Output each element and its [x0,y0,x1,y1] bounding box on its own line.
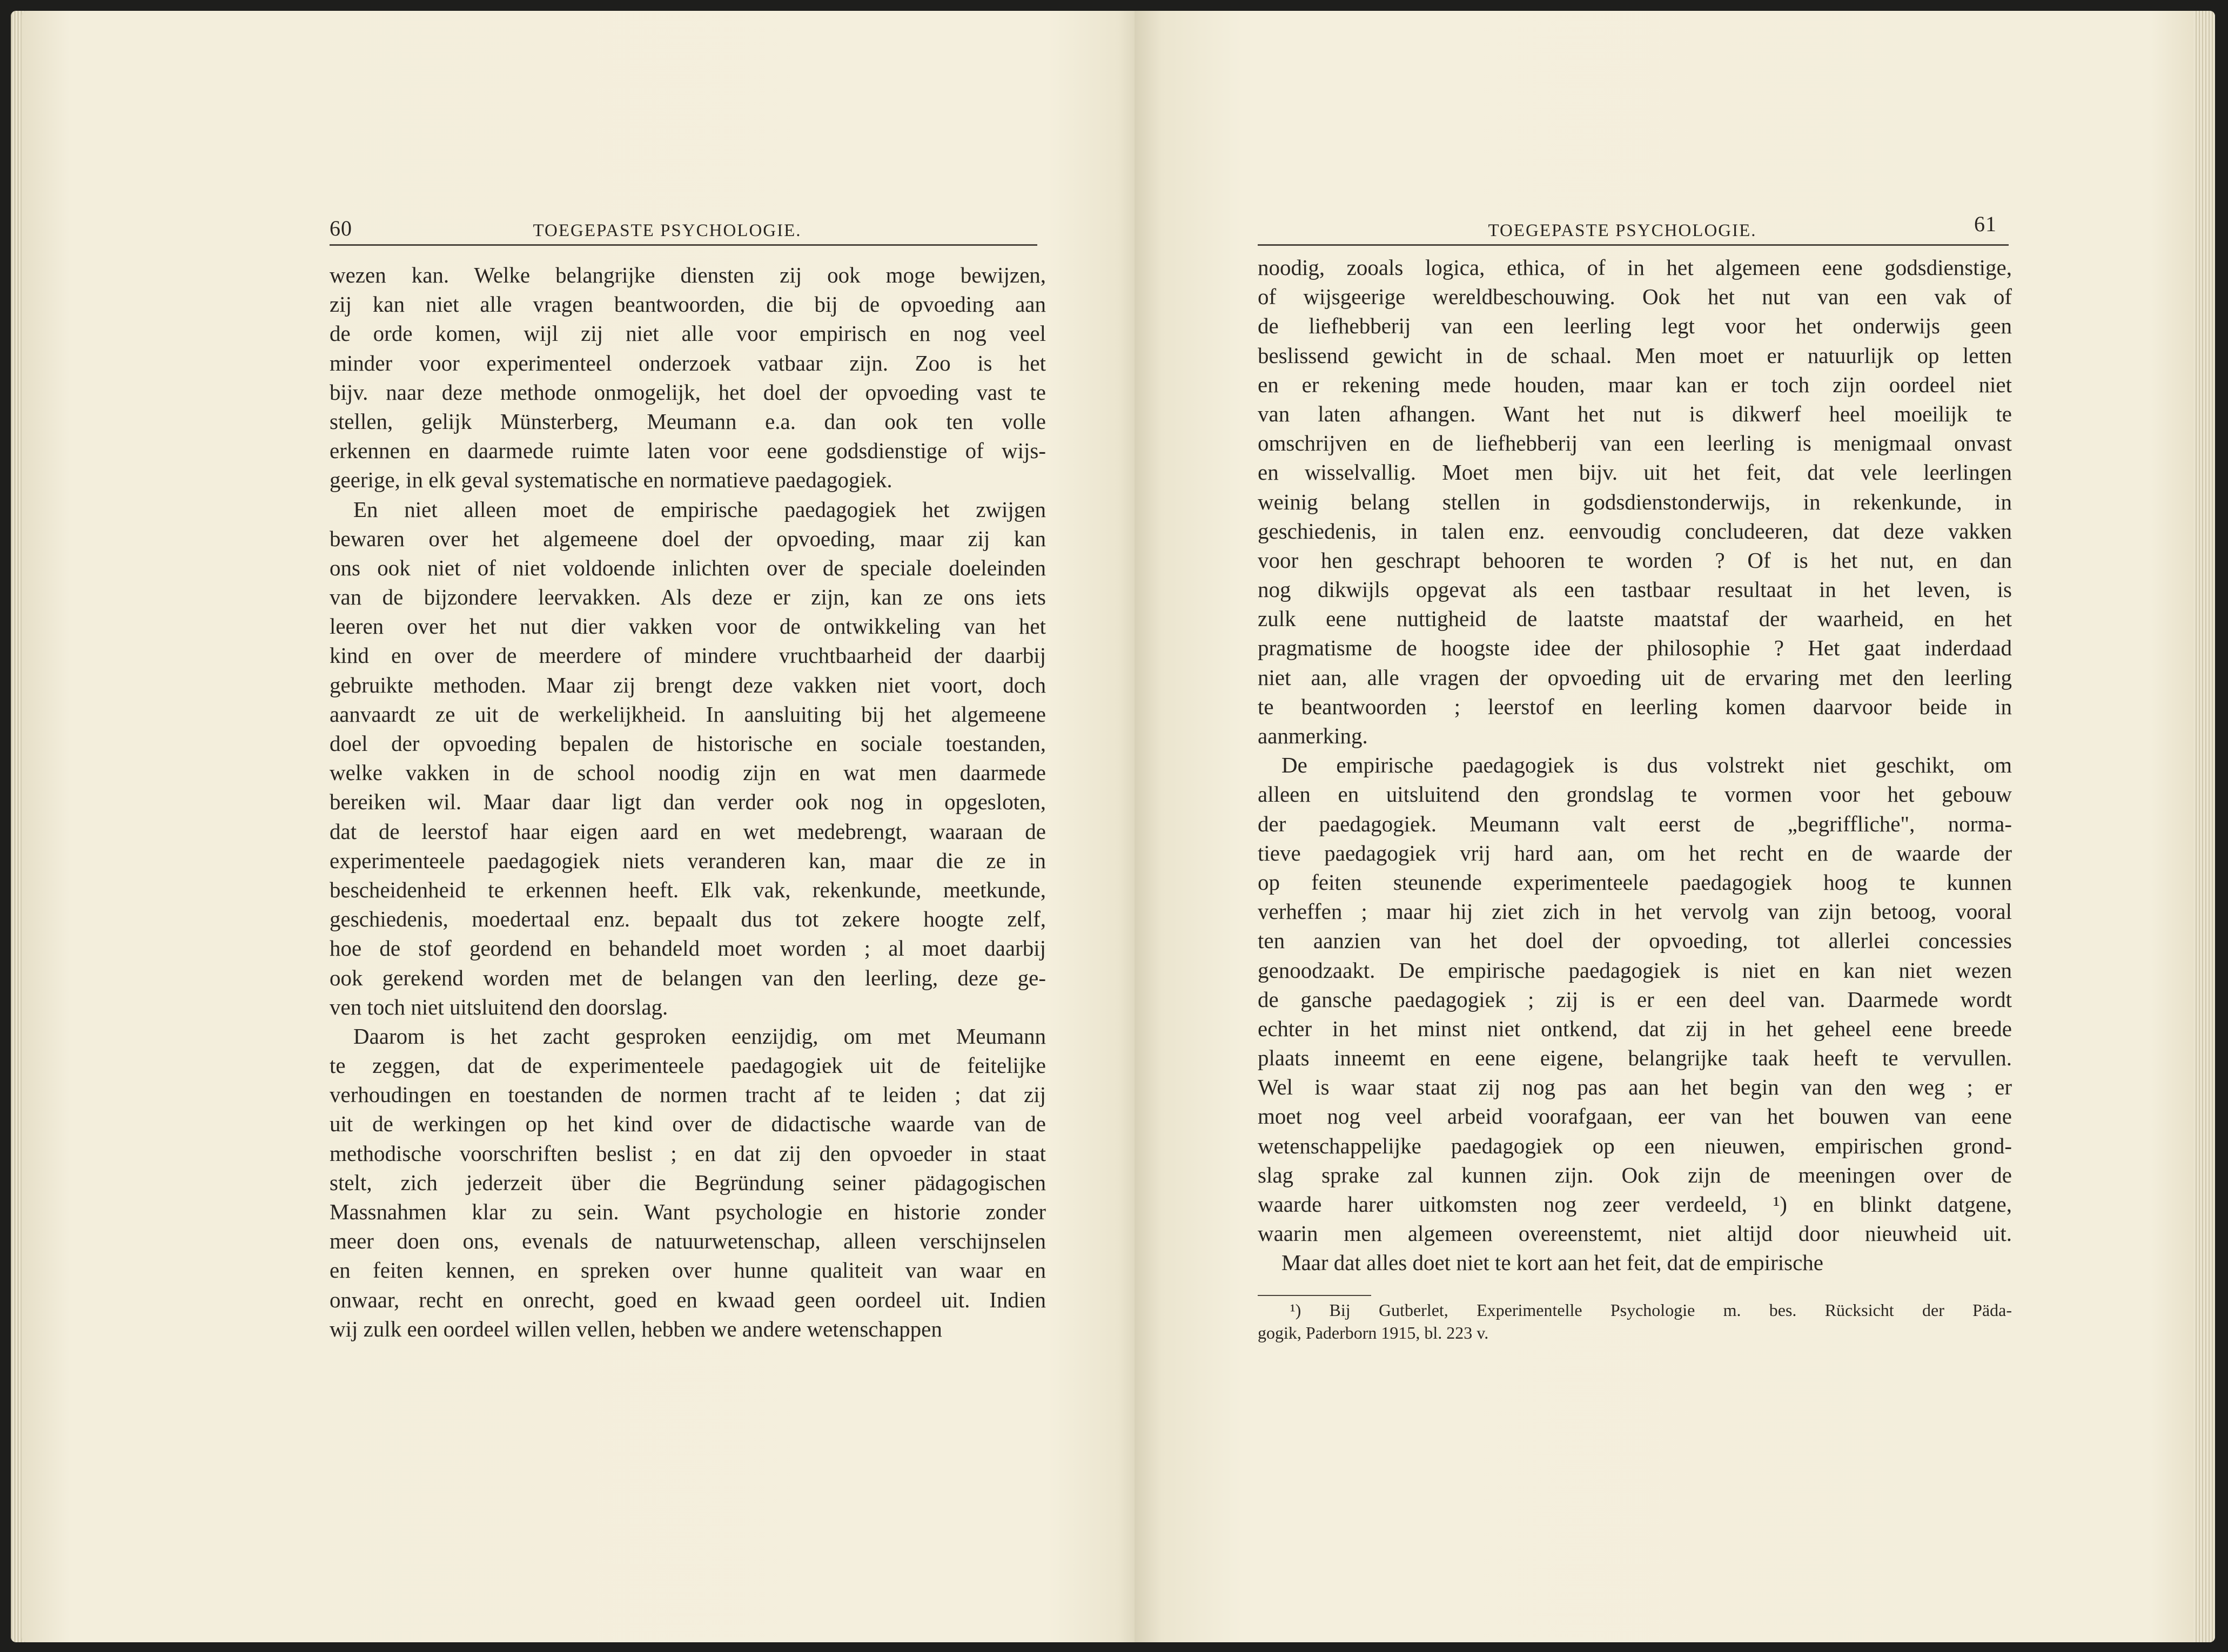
text-line: geschiedenis, moedertaal enz. bepaalt dus tot zekere hoogte zelf, [330,906,1046,932]
right-running-head: TOEGEPASTE PSYCHOLOGIE. [1488,221,1757,240]
text-line: minder voor experimenteel onderzoek vatbaar zijn. Zoo is het [330,350,1046,375]
text-line: te beantwoorden ; leerstof en leerling komen daarvoor beide in [1258,694,2012,719]
footnote-rule [1258,1295,1371,1296]
text-line: leeren over het nut dier vakken voor de ontwikkeling van het [330,614,1046,639]
left-page-number: 60 [330,216,352,240]
text-line: ¹) Bij Gutberlet, Experimentelle Psychologie m. bes. Rücksicht der Päda- [1290,1300,2012,1320]
text-line: zulk eene nuttigheid de laatste maatstaf der waarheid, en het [1258,606,2012,632]
text-line: de gansche paedagogiek ; zij is er een deel van. Daarmede wordt [1258,986,2012,1012]
text-line: nog dikwijls opgevat als een tastbaar resultaat in het leven, is [1258,577,2012,602]
text-line: waarde harer uitkomsten nog zeer verdeeld, ¹) en blinkt datgene, [1258,1192,2012,1217]
text-line: bereiken wil. Maar daar ligt dan verder ook nog in opgesloten, [330,789,1046,815]
text-line: noodig, zooals logica, ethica, of in het algemeen eene godsdienstige, [1258,255,2012,280]
text-line: Maar dat alles doet niet te kort aan het feit, dat de empirische [1281,1250,1823,1275]
text-line: aanmerking. [1258,723,1368,748]
left-running-head: TOEGEPASTE PSYCHOLOGIE. [533,221,802,240]
text-line: plaats inneemt en eene eigene, belangrijke taak heeft te vervullen. [1258,1045,2012,1071]
text-line: waarin men algemeen overeenstemt, niet altijd door nieuwheid uit. [1258,1221,2012,1246]
text-line: of wijsgeerige wereldbeschouwing. Ook het nut van een vak of [1258,284,2012,310]
text-line: kind en over de meerdere of mindere vruchtbaarheid der daarbij [330,643,1046,668]
text-line: verheffen ; maar hij ziet zich in het vervolg van zijn betoog, vooral [1258,899,2012,924]
text-line: geerige, in elk geval systematische en normatieve paedagogiek. [330,467,892,493]
footnote [1258,1299,2012,1344]
text-line: en feiten kennen, en spreken over hunne qualiteit van waar en [330,1258,1046,1283]
text-line: bewaren over het algemeene doel der opvoeding, maar zij kan [330,526,1046,551]
text-line: te zeggen, dat de experimenteele paedagogiek uit de feitelijke [330,1053,1046,1078]
text-line: stelt, zich jederzeit über die Begründung seiner pädagogischen [330,1170,1046,1195]
text-line: Daarom is het zacht gesproken eenzijdig, om met Meumann [353,1023,1046,1049]
text-line: voor hen geschrapt behooren te worden ? Of is het nut, en dan [1258,547,2012,573]
text-line: methodische voorschriften beslist ; en dat zij den opvoeder in staat [330,1140,1046,1166]
text-line: beslissend gewicht in de schaal. Men moet er natuurlijk op letten [1258,343,2012,368]
text-line: der paedagogiek. Meumann valt eerst de „begriffliche", norma- [1258,811,2012,836]
text-line: omschrijven en de liefhebberij van een leerling is menigmaal onvast [1258,431,2012,456]
text-line: ten aanzien van het doel der opvoeding, tot allerlei concessies [1258,928,2012,953]
left-page-header [330,212,1037,246]
text-line: slag sprake zal kunnen zijn. Ook zijn de meeningen over de [1258,1162,2012,1187]
right-page-text [1258,253,2012,1278]
text-line: dat de leerstof haar eigen aard en wet medebrengt, waaraan de [330,818,1046,844]
left-page-text [330,260,1046,1344]
text-line: stellen, gelijk Münsterberg, Meumann e.a. dan ook ten volle [330,408,1046,434]
text-line: wetenschappelijke paedagogiek op een nieuwen, empirischen grond- [1258,1133,2012,1158]
text-line: en er rekening mede houden, maar kan er toch zijn oordeel niet [1258,372,2012,397]
text-line: Massnahmen klar zu sein. Want psychologie en historie zonder [330,1199,1046,1224]
text-line: aanvaardt ze uit de werkelijkheid. In aansluiting bij het algemeene [330,701,1046,727]
text-line: hoe de stof geordend en behandeld moet worden ; al moet daarbij [330,936,1046,961]
text-line: genoodzaakt. De empirische paedagogiek is niet en kan niet wezen [1258,957,2012,983]
text-line: van laten afhangen. Want het nut is dikwerf heel moeilijk te [1258,401,2012,426]
text-line: de liefhebberij van een leerling legt voor het onderwijs geen [1258,313,2012,339]
text-line: gebruikte methoden. Maar zij brengt deze vakken niet voort, doch [330,672,1046,697]
text-line: wij zulk een oordeel willen vellen, hebben we andere wetenschappen [330,1316,942,1341]
text-line: meer doen ons, evenals de natuurwetenschap, alleen verschijnselen [330,1228,1046,1254]
text-line: onwaar, recht en onrecht, goed en kwaad geen oordeel uit. Indien [330,1287,1046,1312]
text-line: bijv. naar deze methode onmogelijk, het doel der opvoeding vast te [330,379,1046,405]
text-line: van de bijzondere leervakken. Als deze er zijn, kan ze ons iets [330,585,1046,610]
text-line: De empirische paedagogiek is dus volstrekt niet geschikt, om [1281,753,2012,778]
text-line: Wel is waar staat zij nog pas aan het begin van den weg ; er [1258,1075,2012,1100]
text-line: doel der opvoeding bepalen de historische en sociale toestanden, [330,731,1046,756]
text-line: experimenteele paedagogiek niets veranderen kan, maar die ze in [330,848,1046,873]
text-line: zij kan niet alle vragen beantwoorden, die bij de opvoeding aan [330,292,1046,317]
page-edges-right [2193,11,2215,1642]
text-line: alleen en uitsluitend den grondslag te vormen voor het gebouw [1258,782,2012,807]
text-line: uit de werkingen op het kind over de didactische waarde van de [330,1111,1046,1137]
text-line: gogik, Paderborn 1915, bl. 223 v. [1258,1323,1489,1342]
text-line: tieve paedagogiek vrij hard aan, om het recht en de waarde der [1258,840,2012,865]
text-line: pragmatisme de hoogste idee der philosophie ? Het gaat inderdaad [1258,635,2012,661]
text-line: niet aan, alle vragen der opvoeding uit de ervaring met den leerling [1258,664,2012,690]
text-line: en wisselvallig. Moet men bijv. uit het feit, dat vele leerlingen [1258,460,2012,485]
book-spread [11,11,2215,1642]
left-page [22,11,1145,1642]
text-line: de orde komen, wijl zij niet alle voor empirisch en nog veel [330,321,1046,346]
text-line: wezen kan. Welke belangrijke diensten zij ook moge bewijzen, [330,263,1046,287]
text-line: ook gerekend worden met de belangen van den leerling, deze ge- [330,965,1046,990]
text-line: erkennen en daarmede ruimte laten voor eene godsdienstige of wijs- [330,438,1046,464]
text-line: op feiten steunende experimenteele paedagogiek hoog te kunnen [1258,869,2012,895]
right-page [1135,11,2193,1642]
text-line: geschiedenis, in talen enz. eenvoudig concludeeren, dat deze vakken [1258,518,2012,543]
right-page-header [1258,212,2009,246]
text-line: moet nog veel arbeid voorafgaan, eer van het bouwen van eene [1258,1104,2012,1129]
text-line: welke vakken in de school noodig zijn en wat men daarmede [330,760,1046,785]
text-line: bescheidenheid te erkennen heeft. Elk vak, rekenkunde, meetkunde, [330,877,1046,902]
text-line: ven toch niet uitsluitend den doorslag. [330,994,668,1019]
text-line: En niet alleen moet de empirische paedagogiek het zwijgen [353,496,1046,522]
text-line: verhoudingen en toestanden de normen tracht af te leiden ; dat zij [330,1082,1046,1107]
text-line: ons ook niet of niet voldoende inlichten over de speciale doeleinden [330,555,1046,580]
right-page-number: 61 [1974,212,1997,236]
text-line: echter in het minst niet ontkend, dat zij in het geheel eene breede [1258,1016,2012,1041]
text-line: weinig belang stellen in godsdienstonderwijs, in rekenkunde, in [1258,489,2012,514]
